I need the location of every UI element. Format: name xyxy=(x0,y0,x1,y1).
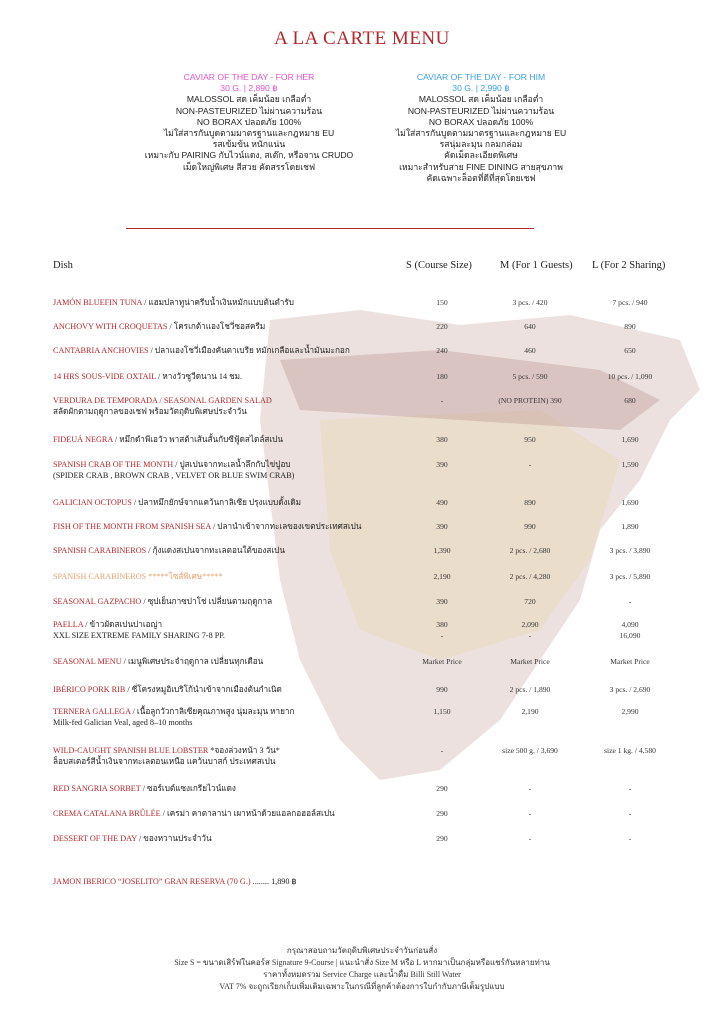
menu-item xyxy=(0,834,724,858)
menu-item-price-l xyxy=(570,396,690,407)
jamon-label: JAMON IBERICO “JOSELITO” GRAN RESERVA (70 G.) xyxy=(53,877,251,886)
caviar-him-price: 30 G. | 2,990 ฿ xyxy=(452,83,510,94)
caviar-him-line: MALOSSOL สด เค็มน้อย เกลือต่ำ xyxy=(418,94,544,105)
footer-line: ราคาทั้งหมดรวม Service Charge และน้ำดื่ม Billi Still Water xyxy=(263,970,461,979)
price-s-value: 180 xyxy=(436,372,448,381)
caviar-him-line: คัดเม็ดละเอียดพิเศษ xyxy=(444,150,518,161)
menu-item-description: (SPIDER CRAB , BROWN CRAB , VELVET OR BLUE SWIM CRAB) xyxy=(53,470,295,480)
price-m-value: 3 pcs. / 420 xyxy=(512,298,548,307)
price-l-value: - xyxy=(628,597,632,606)
price-l-value: 3 pcs. / 5,890 xyxy=(609,572,651,581)
menu-item xyxy=(0,657,724,681)
menu-item-name xyxy=(53,620,398,641)
price-s-value: 290 xyxy=(436,784,448,793)
section-divider xyxy=(126,228,534,229)
jamon-price: ........ 1,890 ฿ xyxy=(250,877,297,886)
price-s-value: 380 xyxy=(436,435,448,444)
menu-item-name-en: FISH OF THE MONTH FROM SPANISH SEA xyxy=(53,522,211,531)
menu-item-description: Milk-fed Galician Veal, aged 8–10 months xyxy=(53,717,193,727)
menu-item-name-th: / เครม่า คาตาลาน่า เผาหน้าด้วยแอลกอฮอล์สเปน xyxy=(160,809,335,818)
menu-item-price-l xyxy=(570,597,690,608)
price-l-value: 680 xyxy=(624,396,636,405)
header-size-s: S (Course Size) xyxy=(406,260,472,271)
price-l-value: size 1 kg. / 4,580 xyxy=(604,746,656,755)
menu-item-name xyxy=(53,784,398,795)
menu-item-name-en: VERDURA DE TEMPORADA / SEASONAL GARDEN SALAD xyxy=(53,396,272,405)
footer-line: Size S = ขนาดเสิร์ฟในคอร์ส Signature 9-Course | แนะนำสั่ง Size M หรือ L หากมาเป็นกลุ่มหรือแชร์กันหลายท่าน xyxy=(174,958,550,967)
footer-line: กรุณาสอบถามวัตถุดิบพิเศษประจำวันก่อนสั่ง xyxy=(286,946,438,955)
price-s-value: 990 xyxy=(436,685,448,694)
menu-item-name-en: FIDEUÁ NEGRA xyxy=(53,435,113,444)
menu-item-price-l xyxy=(570,784,690,795)
menu-item-price-l xyxy=(570,346,690,357)
caviar-for-her xyxy=(134,72,364,173)
price-m-value: (NO PROTEIN) 390 xyxy=(498,396,562,405)
menu-item-name xyxy=(53,346,398,357)
price-s-value: 1,150 xyxy=(433,707,451,716)
price-s-value: 240 xyxy=(436,346,448,355)
caviar-him-line: ไม่ใส่สารกันบูดตามมาตรฐานและกฎหมาย EU xyxy=(395,128,567,139)
menu-item-name-th: / เมนูพิเศษประจำฤดูกาล เปลี่ยนทุกเดือน xyxy=(121,657,264,666)
price-m-value: - xyxy=(528,809,532,818)
price-s-value: 2,190 xyxy=(433,572,451,581)
menu-item-price-l xyxy=(570,372,690,383)
menu-item xyxy=(0,685,724,709)
menu-item xyxy=(0,298,724,322)
menu-item-name-th: / ปูสเปนจากทะเลน้ำลึกกับไข่ปูอบ xyxy=(173,460,291,469)
menu-item-name xyxy=(53,809,398,820)
menu-item xyxy=(0,620,724,644)
menu-item-price-l xyxy=(570,657,690,668)
price-l-value: Market Price xyxy=(610,657,650,666)
menu-item-name-en: SEASONAL GAZPACHO xyxy=(53,597,142,606)
menu-item-name-th: / เนื้อลูกวัวกาลิเซียคุณภาพสูง นุ่มละมุน หายาก xyxy=(130,707,295,716)
caviar-him-line: NON-PASTEURIZED ไม่ผ่านความร้อน xyxy=(407,105,555,116)
price-s-value: 390 xyxy=(436,522,448,531)
menu-item-name xyxy=(53,597,398,608)
menu-item-description: XXL SIZE EXTREME FAMILY SHARING 7-8 PP. xyxy=(53,630,225,640)
menu-item xyxy=(0,746,724,770)
jamon-iberico-line xyxy=(53,876,297,886)
menu-item xyxy=(0,572,724,596)
menu-item-name xyxy=(53,522,398,533)
price-m-value: 2 pcs. / 1,890 xyxy=(509,685,551,694)
price-s-value: 380 xyxy=(436,620,448,629)
price-s-value: - xyxy=(440,396,444,405)
price-l-value: 4,090 xyxy=(621,620,639,629)
menu-item-name-en: TERNERA GALLEGA xyxy=(53,707,131,716)
price-l-value: 3 pcs. / 2,690 xyxy=(609,685,651,694)
caviar-her-line: รสเข้มข้น หนักแน่น xyxy=(212,139,286,150)
menu-item-price-l xyxy=(570,572,690,583)
menu-item-name-th: *จองล่วงหน้า 3 วัน* xyxy=(208,746,280,755)
price-m-value: 990 xyxy=(524,522,536,531)
menu-item-description: สลัดผักตามฤดูกาลของเชฟ พร้อมวัตถุดิบพิเศษประจำวัน xyxy=(53,406,247,416)
menu-item xyxy=(0,522,724,546)
menu-item-name xyxy=(53,498,398,509)
caviar-him-title: CAVIAR OF THE DAY - FOR HIM xyxy=(416,72,546,82)
menu-item xyxy=(0,322,724,346)
menu-item-name-en: SPANISH CARABINEROS xyxy=(53,546,147,555)
menu-item xyxy=(0,707,724,731)
menu-item xyxy=(0,498,724,522)
price-m-value: 640 xyxy=(524,322,536,331)
caviar-him-line: เหมาะสำหรับสาย FINE DINING สายสุขภาพ xyxy=(399,161,563,172)
menu-item-price-l xyxy=(570,522,690,533)
caviar-him-line: NO BORAX ปลอดภัย 100% xyxy=(428,116,534,127)
menu-item-name xyxy=(53,546,398,557)
price-m-value: - xyxy=(528,834,532,843)
menu-item-price-l xyxy=(570,435,690,446)
price-l-value-2: 16,090 xyxy=(619,630,641,640)
menu-item-name-en: PAELLA xyxy=(53,620,84,629)
price-s-value: 1,390 xyxy=(433,546,451,555)
menu-item-name xyxy=(53,657,398,668)
price-m-value: Market Price xyxy=(510,657,550,666)
price-l-value: - xyxy=(628,784,632,793)
header-size-m: M (For 1 Guests) xyxy=(500,260,573,271)
menu-item-name-th: / แฮมปลาทูน่าครีบน้ำเงินหมักแบบต้นตำรับ xyxy=(142,298,294,307)
menu-item-name-th: / ของหวานประจำวัน xyxy=(136,834,212,843)
menu-item-name-en: DESSERT OF THE DAY xyxy=(53,834,137,843)
menu-item-name-th: / หมึกดำพีเอวัว พาสต้าเส้นสั้นกับซีฟู้ดสไตล์สเปน xyxy=(112,435,283,444)
menu-item-price-l xyxy=(570,620,690,641)
caviar-her-line: NO BORAX ปลอดภัย 100% xyxy=(196,116,302,127)
menu-item-name xyxy=(53,834,398,845)
price-s-value: 290 xyxy=(436,809,448,818)
price-l-value: 1,690 xyxy=(621,498,639,507)
menu-item-name xyxy=(53,460,398,481)
header-dish: Dish xyxy=(53,260,73,271)
price-l-value: 3 pcs. / 3,890 xyxy=(609,546,651,555)
menu-item-name-en: CREMA CATALANA BRÛLÉE xyxy=(53,809,161,818)
caviar-her-line: เหมาะกับ PAIRING กับไวน์แดง, สเต๊ก, หรือจาน CRUDO xyxy=(144,150,354,161)
menu-item-price-l xyxy=(570,746,690,757)
price-m-value-2: - xyxy=(528,630,532,640)
menu-item-name-en: GALICIAN OCTOPUS xyxy=(53,498,132,507)
footer-line: VAT 7% จะถูกเรียกเก็บเพิ่มเติมเฉพาะในกรณีที่ลูกค้าต้องการใบกำกับภาษีเต็มรูปแบบ xyxy=(219,982,505,991)
menu-item xyxy=(0,809,724,833)
caviar-her-line: ไม่ใส่สารกันบูดตามมาตรฐานและกฎหมาย EU xyxy=(163,128,335,139)
menu-item xyxy=(0,435,724,459)
price-s-value-2: - xyxy=(440,630,444,640)
menu-item-price-l xyxy=(570,834,690,845)
price-s-value: 490 xyxy=(436,498,448,507)
menu-item-name xyxy=(53,435,398,446)
price-l-value: 1,690 xyxy=(621,435,639,444)
price-s-value: - xyxy=(440,746,444,755)
menu-item-name xyxy=(53,322,398,333)
footer-notes xyxy=(0,945,724,993)
menu-item-name-th: / ปลานำเข้าจากทะเลของเขตประเทศสเปน xyxy=(210,522,362,531)
price-m-value: 460 xyxy=(524,346,536,355)
menu-item-name xyxy=(53,685,398,696)
price-m-value: 720 xyxy=(524,597,536,606)
menu-item xyxy=(0,597,724,621)
price-s-value: 390 xyxy=(436,597,448,606)
price-l-value: 1,890 xyxy=(621,522,639,531)
price-l-value: 10 pcs. / 1,090 xyxy=(607,372,653,381)
price-s-value: 220 xyxy=(436,322,448,331)
price-s-value: 390 xyxy=(436,460,448,469)
menu-item-name-th: / ปลาหมึกยักษ์จากแคว้นกาลิเซีย ปรุงแบบดั้งเดิม xyxy=(131,498,302,507)
price-m-value: - xyxy=(528,460,532,469)
menu-item-name-th: / ข้าวผัดสเปนปาเอญ่า xyxy=(83,620,163,629)
caviar-her-line: MALOSSOL สด เค็มน้อย เกลือต่ำ xyxy=(186,94,312,105)
price-m-value: size 500 g. / 3,690 xyxy=(502,746,558,755)
menu-item xyxy=(0,546,724,570)
menu-item-name-en: ANCHOVY WITH CROQUETAS xyxy=(53,322,168,331)
menu-item-price-l xyxy=(570,298,690,309)
price-s-value: 150 xyxy=(436,298,448,307)
price-m-value: 2 pcs. / 2,680 xyxy=(509,546,551,555)
price-s-value: Market Price xyxy=(422,657,462,666)
price-m-value: 890 xyxy=(524,498,536,507)
menu-item-name-en: IBÉRICO PORK RIB xyxy=(53,685,126,694)
price-m-value: 2,090 xyxy=(521,620,539,629)
price-m-value: 2 pcs. / 4,280 xyxy=(509,572,551,581)
menu-item-name xyxy=(53,572,398,583)
caviar-him-line: รสนุ่มละมุน กลมกล่อม xyxy=(439,139,523,150)
price-s-value: 290 xyxy=(436,834,448,843)
menu-item-price-l xyxy=(570,546,690,557)
menu-item-name-en: JAMÓN BLUEFIN TUNA xyxy=(53,298,143,307)
price-l-value: - xyxy=(628,809,632,818)
menu-item-name xyxy=(53,396,398,417)
menu-item-price-l xyxy=(570,498,690,509)
price-m-value: 2,190 xyxy=(521,707,539,716)
caviar-her-price: 30 G. | 2,890 ฿ xyxy=(220,83,278,94)
caviar-her-line: เม็ดใหญ่พิเศษ สีสวย คัดสรรโดยเชฟ xyxy=(182,161,316,172)
price-m-value: - xyxy=(528,784,532,793)
menu-item-name-th: / ซี่โครงหมูอิเบริโก้นำเข้าจากเมืองต้นกำเนิด xyxy=(125,685,282,694)
menu-item-name-en: WILD-CAUGHT SPANISH BLUE LOBSTER xyxy=(53,746,209,755)
menu-item-name-th: / ปลาแองโชวี่เมืองคันตาเบรีย หมักเกลือและน้ำมันมะกอก xyxy=(148,346,350,355)
menu-item xyxy=(0,460,724,484)
menu-title: A LA CARTE MENU xyxy=(274,28,450,49)
price-m-value: 5 pcs. / 590 xyxy=(512,372,548,381)
menu-item-name xyxy=(53,707,398,728)
caviar-for-him xyxy=(366,72,596,184)
price-l-value: 890 xyxy=(624,322,636,331)
menu-item-name xyxy=(53,746,398,767)
menu-item-name xyxy=(53,298,398,309)
price-l-value: 1,590 xyxy=(621,460,639,469)
menu-item-name-en: CANTABRIA ANCHOVIES xyxy=(53,346,149,355)
menu-item-name-th: / หางวัวซูวีดนาน 14 ชม. xyxy=(155,372,243,381)
menu-item-price-l xyxy=(570,809,690,820)
price-l-value: 650 xyxy=(624,346,636,355)
price-l-value: - xyxy=(628,834,632,843)
caviar-him-line: คัดเฉพาะล็อตที่ดีที่สุดโดยเชฟ xyxy=(426,172,536,183)
price-l-value: 2,990 xyxy=(621,707,639,716)
menu-item-price-l xyxy=(570,685,690,696)
menu-item-price-l xyxy=(570,322,690,333)
caviar-her-title: CAVIAR OF THE DAY - FOR HER xyxy=(183,72,315,82)
header-size-l: L (For 2 Sharing) xyxy=(592,260,666,271)
menu-item-name-th: / กุ้งแดงสเปนจากทะเลตอนใต้ของสเปน xyxy=(146,546,285,555)
menu-item xyxy=(0,396,724,420)
menu-item-name-en: SPANISH CARABINEROS *****ไซส์พิเศษ***** xyxy=(53,572,223,581)
menu-item-name xyxy=(53,372,398,383)
menu-item-name-en: SEASONAL MENU xyxy=(53,657,122,666)
menu-item-name-en: SPANISH CRAB OF THE MONTH xyxy=(53,460,174,469)
price-m-value: 950 xyxy=(524,435,536,444)
menu-item-name-en: RED SANGRIA SORBET xyxy=(53,784,141,793)
menu-item-price-l xyxy=(570,460,690,471)
menu-item xyxy=(0,346,724,370)
menu-item-name-en: 14 HRS SOUS-VIDE OXTAIL xyxy=(53,372,156,381)
caviar-her-line: NON-PASTEURIZED ไม่ผ่านความร้อน xyxy=(175,105,323,116)
price-l-value: 7 pcs. / 940 xyxy=(612,298,648,307)
menu-item xyxy=(0,784,724,808)
menu-item-description: ล็อบสเตอร์สีน้ำเงินจากทะเลตอนเหนือ แคว้นบาสก์ ประเทศสเปน xyxy=(53,756,276,766)
menu-item xyxy=(0,372,724,396)
menu-item-price-l xyxy=(570,707,690,718)
menu-item-name-th: / ซอร์เบต์แซงเกรียไวน์แดง xyxy=(140,784,236,793)
menu-item-name-th: / ซุปเย็นกาซปาโช่ เปลี่ยนตามฤดูกาล xyxy=(141,597,273,606)
menu-item-name-th: / โครเกต้าแองโชวี่ซอสครีม xyxy=(167,322,266,331)
